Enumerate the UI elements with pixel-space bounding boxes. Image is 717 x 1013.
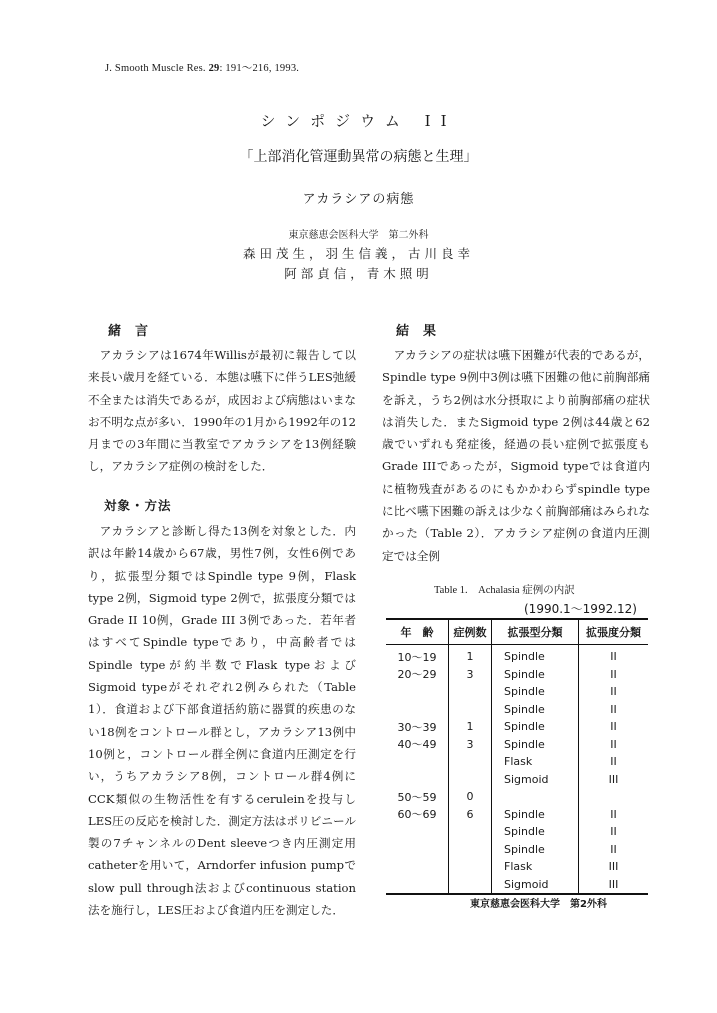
table-row: 10～19 1 Spindle II — [386, 645, 648, 666]
header-dilation-type: 拡張型分類 — [492, 619, 579, 645]
symposium-heading: シンポジウム II — [260, 112, 457, 130]
methods-section — [88, 520, 356, 921]
table-row: Sigmoid III — [386, 771, 648, 789]
affiliation: 東京慈恵会医科大学 第二外科 — [288, 230, 429, 241]
symposium-theme: 「上部消化管運動異常の病態と生理」 — [239, 149, 478, 165]
table-row: 60～69 6 Spindle II — [386, 806, 648, 824]
table-row: Flask II — [386, 753, 648, 771]
header-age: 年 齢 — [386, 619, 449, 645]
table-row: 50～59 0 — [386, 788, 648, 806]
results-heading: 結果 — [396, 324, 451, 339]
results-section — [382, 344, 650, 567]
table-period: (1990.1～1992.12) — [524, 602, 637, 616]
table-row: Sigmoid III — [386, 876, 648, 895]
intro-paragraph: アカラシアは1674年Willisが最初に報告して以来長い歳月を経ている．本態は嚥下に伴うLES弛緩不全または消失であるが，成因および病態はいまなお不明な点が多い．1990年の1月から1992年の12月までの3年間に当教室でアカラシアを13例経験し，アカラシア症例の検討をした． — [88, 348, 356, 474]
header-dilation-grade: 拡張度分類 — [579, 619, 649, 645]
table-row: Spindle II — [386, 701, 648, 719]
methods-heading: 対象・方法 — [104, 498, 172, 513]
table-1 — [386, 618, 648, 895]
table-row: 40～49 3 Spindle II — [386, 736, 648, 754]
table-row: 30～39 1 Spindle II — [386, 718, 648, 736]
table-row: Spindle II — [386, 683, 648, 701]
intro-section — [88, 344, 356, 478]
table-footer: 東京慈恵会医科大学 第2外科 — [470, 899, 607, 910]
header-count: 症例数 — [449, 619, 492, 645]
article-title: アカラシアの病態 — [302, 192, 415, 207]
table-row: Spindle II — [386, 841, 648, 859]
methods-paragraph: アカラシアと診断し得た13例を対象とした．内訳は年齢14歳から67歳，男性7例，女性6例であり，拡張型分類ではSpindle type 9例，Flask type 2例，Sigmoid type 2例で，拡張度分類ではGrade II 10例，Grade III 3例であった．若年者はすべてSpindle typeであり，中高齢者ではSpindle typeが約半数でFlask typeおよびSigmoid typeがそれぞれ2例みられた（Table 1）．食道および下部食道括約筋に器質的疾患のない18例をコントロール群とし，アカラシア13例中10例と，コントロール群全例に食道内圧測定を行い，うちアカラシア8例，コントロール群4例にCCK類似の生物活性を有するceruleinを投与しLES圧の反応を検討した．測定方法はポリビニール製の7チャンネルのDent sleeveつき内圧測定用catheterを用いて，Arndorfer infusion pumpでslow pull through法およびcontinuous station法を施行し，LES圧および食道内圧を測定した． — [88, 524, 356, 918]
authors-line-2: 阿部貞信，青木照明 — [284, 266, 433, 281]
table-header-row — [386, 619, 648, 645]
authors-line-1: 森田茂生，羽生信義，古川良幸 — [242, 246, 474, 261]
results-paragraph: アカラシアの症状は嚥下困難が代表的であるが，Spindle type 9例中3例は嚥下困難の他に前胸部痛を訴え，うち2例は水分摂取により前胸部痛の症状は消失した．またSigmoid type 2例は44歳と62歳でいずれも発症後，経過の長い症例で拡張度もGrade IIIであったが，Sigmoid typeでは食道内に植物残査があるのにもかかわらずspindle typeに比べ嚥下困難の訴えは少なく前胸部痛はみられなかった（Table 2）．アカラシア症例の食道内圧測定では全例 — [382, 348, 650, 563]
intro-heading: 緒言 — [108, 324, 163, 339]
journal-citation: J. Smooth Muscle Res. 29: 191～216, 1993. — [105, 63, 300, 74]
table-row: Flask III — [386, 858, 648, 876]
table-caption: Table 1. Achalasia 症例の内訳 — [434, 585, 575, 596]
table-row: Spindle II — [386, 823, 648, 841]
table-row: 20～29 3 Spindle II — [386, 666, 648, 684]
